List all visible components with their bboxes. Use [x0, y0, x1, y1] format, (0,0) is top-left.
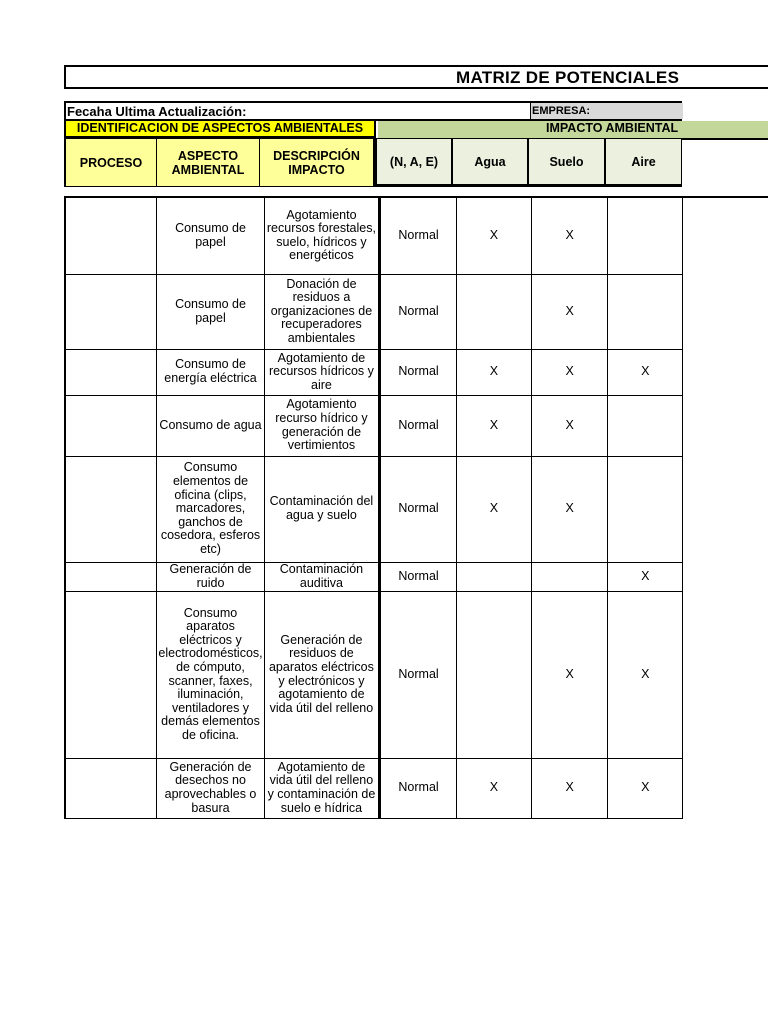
column-header-nae: (N, A, E) — [375, 138, 453, 187]
info-row — [64, 101, 682, 121]
descripcion-cell: Agotamiento de recursos hídricos y aire — [264, 349, 380, 395]
aspects-matrix-table — [64, 196, 768, 819]
agua-cell — [456, 562, 531, 591]
descripcion-cell: Donación de residuos a organizaciones de recuperadores ambientales — [264, 274, 380, 349]
overflow-cell — [683, 758, 768, 818]
suelo-cell: X — [532, 349, 608, 395]
aire-cell: X — [608, 591, 683, 758]
nae-cell: Normal — [380, 758, 457, 818]
overflow-cell — [683, 197, 768, 274]
identification-section-label: IDENTIFICACION DE ASPECTOS AMBIENTALES — [76, 121, 364, 135]
column-header-descripcion: DESCRIPCIÓN IMPACTO — [260, 138, 375, 187]
nae-cell: Normal — [380, 562, 457, 591]
impact-section-label: IMPACTO AMBIENTAL — [546, 121, 679, 135]
aspecto-cell: Consumo de agua — [157, 395, 264, 456]
overflow-cell — [683, 562, 768, 591]
column-header-aspecto: ASPECTO AMBIENTAL — [157, 138, 260, 187]
proceso-cell — [65, 591, 157, 758]
suelo-cell: X — [532, 274, 608, 349]
proceso-cell — [65, 758, 157, 818]
proceso-cell — [65, 197, 157, 274]
aire-cell — [608, 197, 683, 274]
suelo-cell: X — [532, 758, 608, 818]
column-header-agua: Agua — [452, 138, 529, 187]
aspecto-cell: Consumo de energía eléctrica — [157, 349, 264, 395]
nae-cell: Normal — [380, 349, 457, 395]
proceso-cell — [65, 274, 157, 349]
agua-cell: X — [456, 349, 531, 395]
descripcion-cell: Agotamiento recurso hídrico y generación de vertimientos — [264, 395, 380, 456]
table-row — [65, 758, 768, 818]
proceso-cell — [65, 456, 157, 562]
column-header-proceso: PROCESO — [64, 138, 157, 187]
proceso-cell — [65, 349, 157, 395]
table-row — [65, 456, 768, 562]
header-overflow-edge — [682, 138, 768, 187]
descripcion-cell: Contaminación del agua y suelo — [264, 456, 380, 562]
descripcion-cell: Agotamiento de vida útil del relleno y contaminación de suelo e hídrica — [264, 758, 380, 818]
agua-cell: X — [456, 395, 531, 456]
nae-cell: Normal — [380, 197, 457, 274]
nae-cell: Normal — [380, 274, 457, 349]
proceso-cell — [65, 562, 157, 591]
aire-cell: X — [608, 562, 683, 591]
overflow-cell — [683, 591, 768, 758]
descripcion-cell: Generación de residuos de aparatos eléctricos y electrónicos y agotamiento de vida útil del relleno — [264, 591, 380, 758]
impact-section-header — [378, 121, 768, 138]
table-row — [65, 591, 768, 758]
overflow-cell — [683, 456, 768, 562]
suelo-cell: X — [532, 456, 608, 562]
table-row — [65, 197, 768, 274]
agua-cell: X — [456, 197, 531, 274]
nae-cell: Normal — [380, 456, 457, 562]
document-title: MATRIZ DE POTENCIALES — [456, 68, 680, 87]
agua-cell: X — [456, 456, 531, 562]
table-row — [65, 274, 768, 349]
aire-cell: X — [608, 349, 683, 395]
overflow-cell — [683, 395, 768, 456]
nae-cell: Normal — [380, 591, 457, 758]
aire-cell — [608, 274, 683, 349]
aire-cell — [608, 395, 683, 456]
proceso-cell — [65, 395, 157, 456]
aspecto-cell: Generación de desechos no aprovechables o basura — [157, 758, 264, 818]
aspecto-cell: Consumo elementos de oficina (clips, marcadores, ganchos de cosedora, esferos etc) — [157, 456, 264, 562]
column-header-aire: Aire — [605, 138, 682, 187]
descripcion-cell: Contaminación auditiva — [264, 562, 380, 591]
table-row — [65, 349, 768, 395]
aire-cell: X — [608, 758, 683, 818]
aspecto-cell: Consumo aparatos eléctricos y electrodomésticos, de cómputo, scanner, faxes, iluminación, ventiladores y demás elementos de oficina. — [157, 591, 264, 758]
table-row — [65, 562, 768, 591]
last-update-label: Fecaha Ultima Actualización: — [67, 104, 247, 119]
suelo-cell: X — [532, 395, 608, 456]
identification-section-header — [64, 121, 376, 138]
agua-cell — [456, 274, 531, 349]
title-box — [64, 65, 768, 89]
company-label: EMPRESA: — [532, 105, 591, 117]
suelo-cell: X — [532, 591, 608, 758]
agua-cell: X — [456, 758, 531, 818]
nae-cell: Normal — [380, 395, 457, 456]
overflow-cell — [683, 349, 768, 395]
agua-cell — [456, 591, 531, 758]
column-header-suelo: Suelo — [528, 138, 606, 187]
aspecto-cell: Consumo de papel — [157, 197, 264, 274]
suelo-cell — [532, 562, 608, 591]
descripcion-cell: Agotamiento recursos forestales, suelo, hídricos y energéticos — [264, 197, 380, 274]
company-cell[interactable] — [530, 103, 683, 119]
table-row — [65, 395, 768, 456]
overflow-cell — [683, 274, 768, 349]
suelo-cell: X — [532, 197, 608, 274]
aire-cell — [608, 456, 683, 562]
aspecto-cell: Generación de ruido — [157, 562, 264, 591]
aspecto-cell: Consumo de papel — [157, 274, 264, 349]
